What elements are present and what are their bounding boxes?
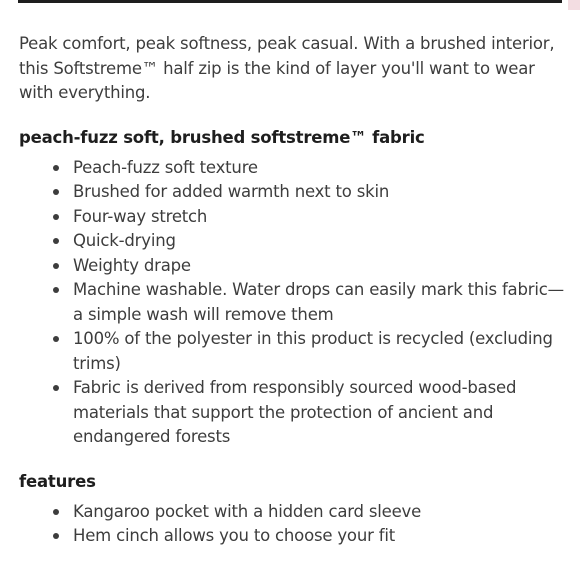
bullet-icon — [53, 385, 59, 391]
bullet-icon — [53, 214, 59, 220]
bullet-icon — [53, 165, 59, 171]
intro-paragraph: Peak comfort, peak softness, peak casual. With a brushed interior, this Softstreme™ half zip is the kind of layer you'll want to wear with everything. — [19, 34, 555, 102]
list-item-text: 100% of the polyester in this product is recycled (excluding trims) — [73, 329, 553, 373]
list-item-text: Hem cinch allows you to choose your fit — [73, 526, 395, 545]
list-item — [19, 254, 571, 279]
list-item — [19, 180, 571, 205]
list-item-text: Peach-fuzz soft texture — [73, 157, 258, 177]
list-item — [19, 500, 571, 525]
list-item-text: Machine washable. Water drops can easily mark this fabric—a simple wash will remove them — [73, 280, 564, 324]
list-item — [19, 278, 571, 327]
top-divider — [18, 0, 562, 3]
list-item — [19, 205, 571, 230]
list-item-text: Fabric is derived from responsibly sourced wood-based materials that support the protection of ancient and endangered forests — [73, 378, 517, 446]
features-heading: features — [19, 471, 96, 491]
product-description — [19, 32, 571, 549]
bullet-icon — [53, 336, 59, 342]
list-item-text: Brushed for added warmth next to skin — [73, 182, 390, 201]
bullet-icon — [53, 533, 59, 539]
bullet-icon — [53, 509, 59, 515]
fabric-heading: peach-fuzz soft, brushed softstreme™ fabric — [19, 127, 425, 147]
list-item-text: Kangaroo pocket with a hidden card sleeve — [73, 501, 422, 521]
list-item-text: Quick-drying — [73, 231, 176, 250]
list-item — [19, 376, 571, 450]
bullet-icon — [53, 238, 59, 244]
list-item-text: Weighty drape — [73, 255, 191, 275]
features-list — [19, 500, 571, 549]
bullet-icon — [53, 263, 59, 269]
corner-accent — [568, 0, 580, 10]
fabric-list — [19, 156, 571, 450]
list-item-text: Four-way stretch — [73, 206, 208, 226]
list-item — [19, 156, 571, 181]
bullet-icon — [53, 287, 59, 293]
list-item — [19, 327, 571, 376]
list-item — [19, 524, 571, 549]
list-item — [19, 229, 571, 254]
bullet-icon — [53, 189, 59, 195]
